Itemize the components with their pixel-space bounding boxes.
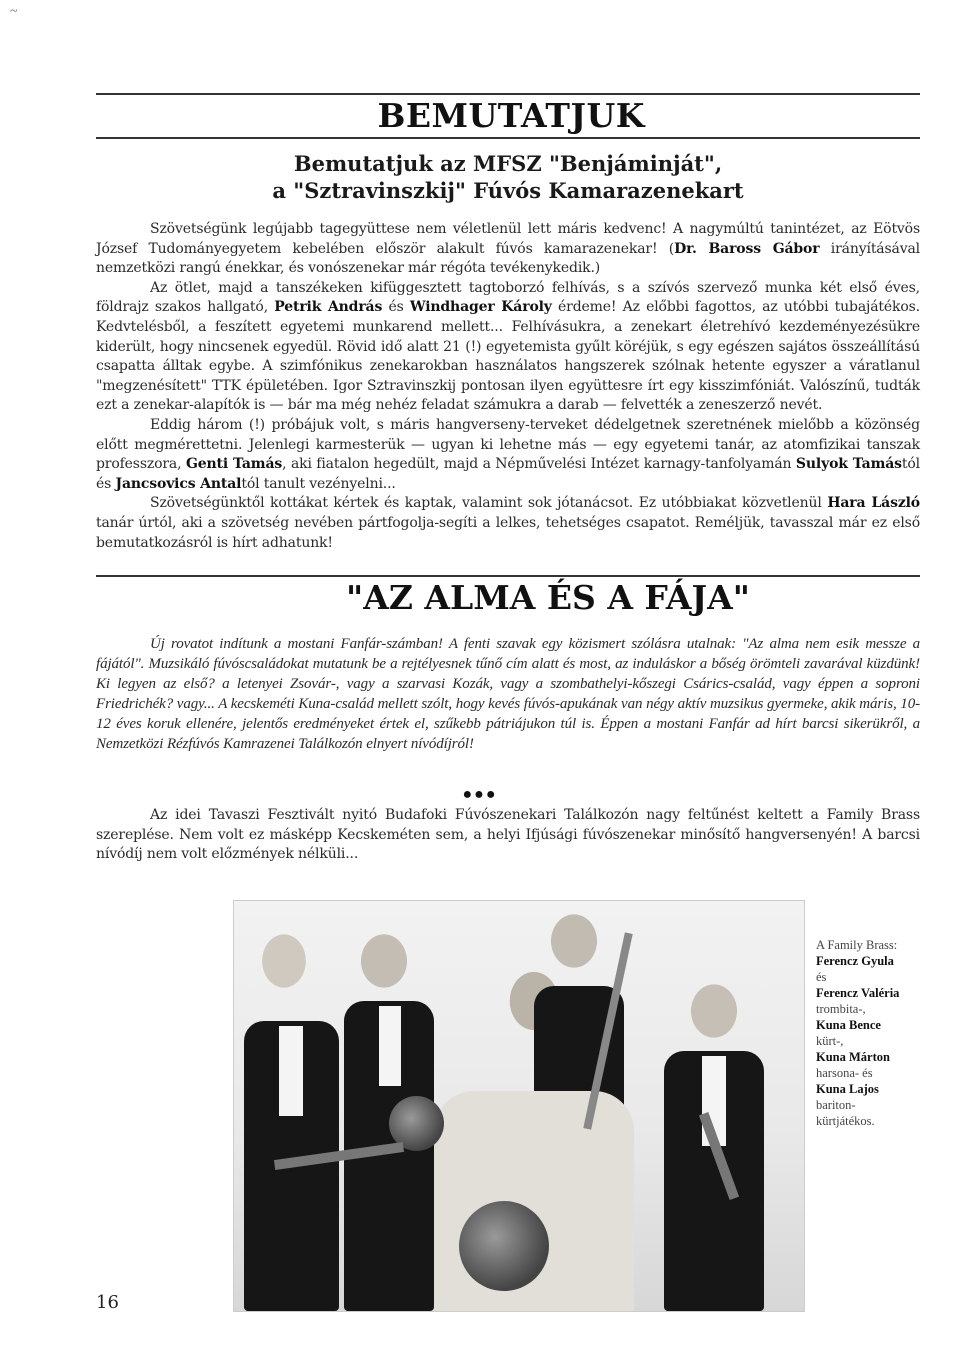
person-name: Kuna Bence [816,1018,881,1032]
caption-text: kürtjátékos. [816,1114,875,1128]
paragraph [96,494,920,553]
euphonium-bell [459,1201,549,1291]
person-name: Ferencz Gyula [816,954,894,968]
article-headline [96,150,920,204]
caption-text: és [816,970,827,984]
caption-text: bariton- [816,1098,856,1112]
person-name: Kuna Lajos [816,1082,879,1096]
text: Az ötlet, majd a tanszékeken kifüggesztett tagtoborzó felhívás, s a szívós szervező munka két első éves, földrajz szakos hallgató, [96,279,920,316]
column-title: "AZ ALMA ÉS A FÁJA" [346,578,750,617]
caption-text: kürt-, [816,1034,844,1048]
headline-line-1: Bemutatjuk az MFSZ "Benjáminját", [293,151,723,176]
person-name: Kuna Márton [816,1050,890,1064]
person-name: Sulyok Tamás [795,456,902,473]
person-name: Ferencz Valéria [816,986,900,1000]
column-title-rule [96,575,920,577]
person-name: Genti Tamás [185,456,283,473]
text: érdeme! Az előbbi fagottos, az utóbbi tubajátékos. Kedvtelésből, a feszített egyetemi munkarend mellett... Felhívásukra, a zenekart életrehívó kezdeményezésükre kiderült, hogy nincsenek egyedül. Rövid idő alatt 21 (!) egyetemista gyűlt köréjük, s egy egészen sajátos összeállítású csapatta álltak egybe. A szimfónikus zenekarokban használatos hangszerek szólnak hetente egyszer a váratlanul "megzenésített" TTK épületében. Igor Sztravinszkij pontosan ilyen együttesre írt egy kisszimfóniát. Valószínű, tudták ezt a zenekar-alapítók is — bár ma még nehéz feladat számukra a darab — felvették a zeneszerző nevét. [96,299,920,414]
text: tanár úrtól, aki a szövetség nevében pártfogolja-segíti a lelkes, tehetséges csapatot. Reméljük, tavasszal már ez első bemutatkozásról is hírt adhatunk! [96,514,920,551]
paragraph [96,416,920,494]
person-name: Petrik András [274,299,383,316]
top-rule [96,93,920,95]
person-name: Windhager Károly [409,299,552,316]
caption-text: trombita-, [816,1002,866,1016]
page-number: 16 [96,1292,119,1313]
text: és [382,299,410,316]
dot-separator: ●●● [462,786,498,803]
column-intro: Új rovatot indítunk a mostani Fanfár-számban! A fenti szavak egy közismert szólásra utalnak: "Az alma nem esik messze a fájától". Muzsikáló fúvóscsaládokat mutatunk be a rejtélyesnek tűnő cím alatt és most, az induláskor a bőség örömteli zavarával küzdünk! Ki legyen az első? a letenyei Zsovár-, vagy a szarvasi Kozák, vagy a szombathelyi-kőszegi Csárics-család, vagy éppen a soproni Friedrichék? vagy... A kecskeméti Kuna-család mellett szólt, hogy kevés fúvós-apukának van négy aktív muzsikus gyermeke, akik máris, 10-12 éves koruk ellenére, jelentős eredményeket értek el, szűkebb pátriájukon túl is. Éppen a mostani Fanfár ad hírt barcsi sikerükről, a Nemzetközi Rézfúvós Kamrazenei Találkozón elnyert nívódíjról! [96,636,920,752]
article-body [96,220,920,553]
text: , aki fiatalon hegedült, majd a Népművelési Intézet karnagy-tanfolyamán [282,456,796,473]
corner-mark: ~ [10,4,18,19]
heading-bottom-rule [96,137,920,139]
person-name: Hara László [827,495,920,512]
section-heading: BEMUTATJUK [377,96,645,135]
person-name: Dr. Baross Gábor [674,240,820,257]
text: irányításával nemzetközi rangú énekkar, és vonószenekar már régóta tevékenykedik.) [96,240,921,277]
shirt [279,1026,303,1116]
text: tól tanult vezényelni... [241,475,396,492]
text: Szövetségünk legújabb tagegyüttese nem véletlenül lett máris kedvenc! A nagymúltú tanintézet, az Eötvös József Tudományegyetem kebelében először alakult fúvós kamarazenekar! ( [96,221,920,257]
photo-caption [816,937,926,1129]
caption-text: A Family Brass: [816,938,898,952]
paragraph: Az idei Tavaszi Fesztivált nyitó Budafoki Fúvószenekari Találkozón nagy feltűnést keltett a Family Brass szereplése. Nem volt ez másképp Kecskeméten sem, a helyi Ifjúsági fúvószenekar minősítő hangversenyén! A barcsi nívódíj nem volt előzmények nélküli... [96,807,920,863]
column-body [96,806,920,865]
paragraph [96,220,920,279]
text: tól és [96,456,920,492]
family-brass-photo [233,900,805,1312]
headline-line-2: a "Sztravinszkij" Fúvós Kamarazenekart [272,178,744,203]
text: Szövetségünktől kottákat kértek és kaptak, valamint sok jótanácsot. Ez utóbbiakat közvetlenül [150,495,828,512]
caption-text: harsona- és [816,1066,873,1080]
person-name: Jancsovics Antal [115,475,242,492]
shirt [379,1006,401,1086]
paragraph [96,279,920,416]
text: Eddig három (!) próbájuk volt, s máris hangverseny-terveket dédelgetnek szeretnének mielőbb a közönség előtt megmérettetni. Jelenlegi karmesterük — ugyan ki lehetne más — egy egyetemi tanár, az atomfizikai tanszak professzora, [96,416,920,473]
